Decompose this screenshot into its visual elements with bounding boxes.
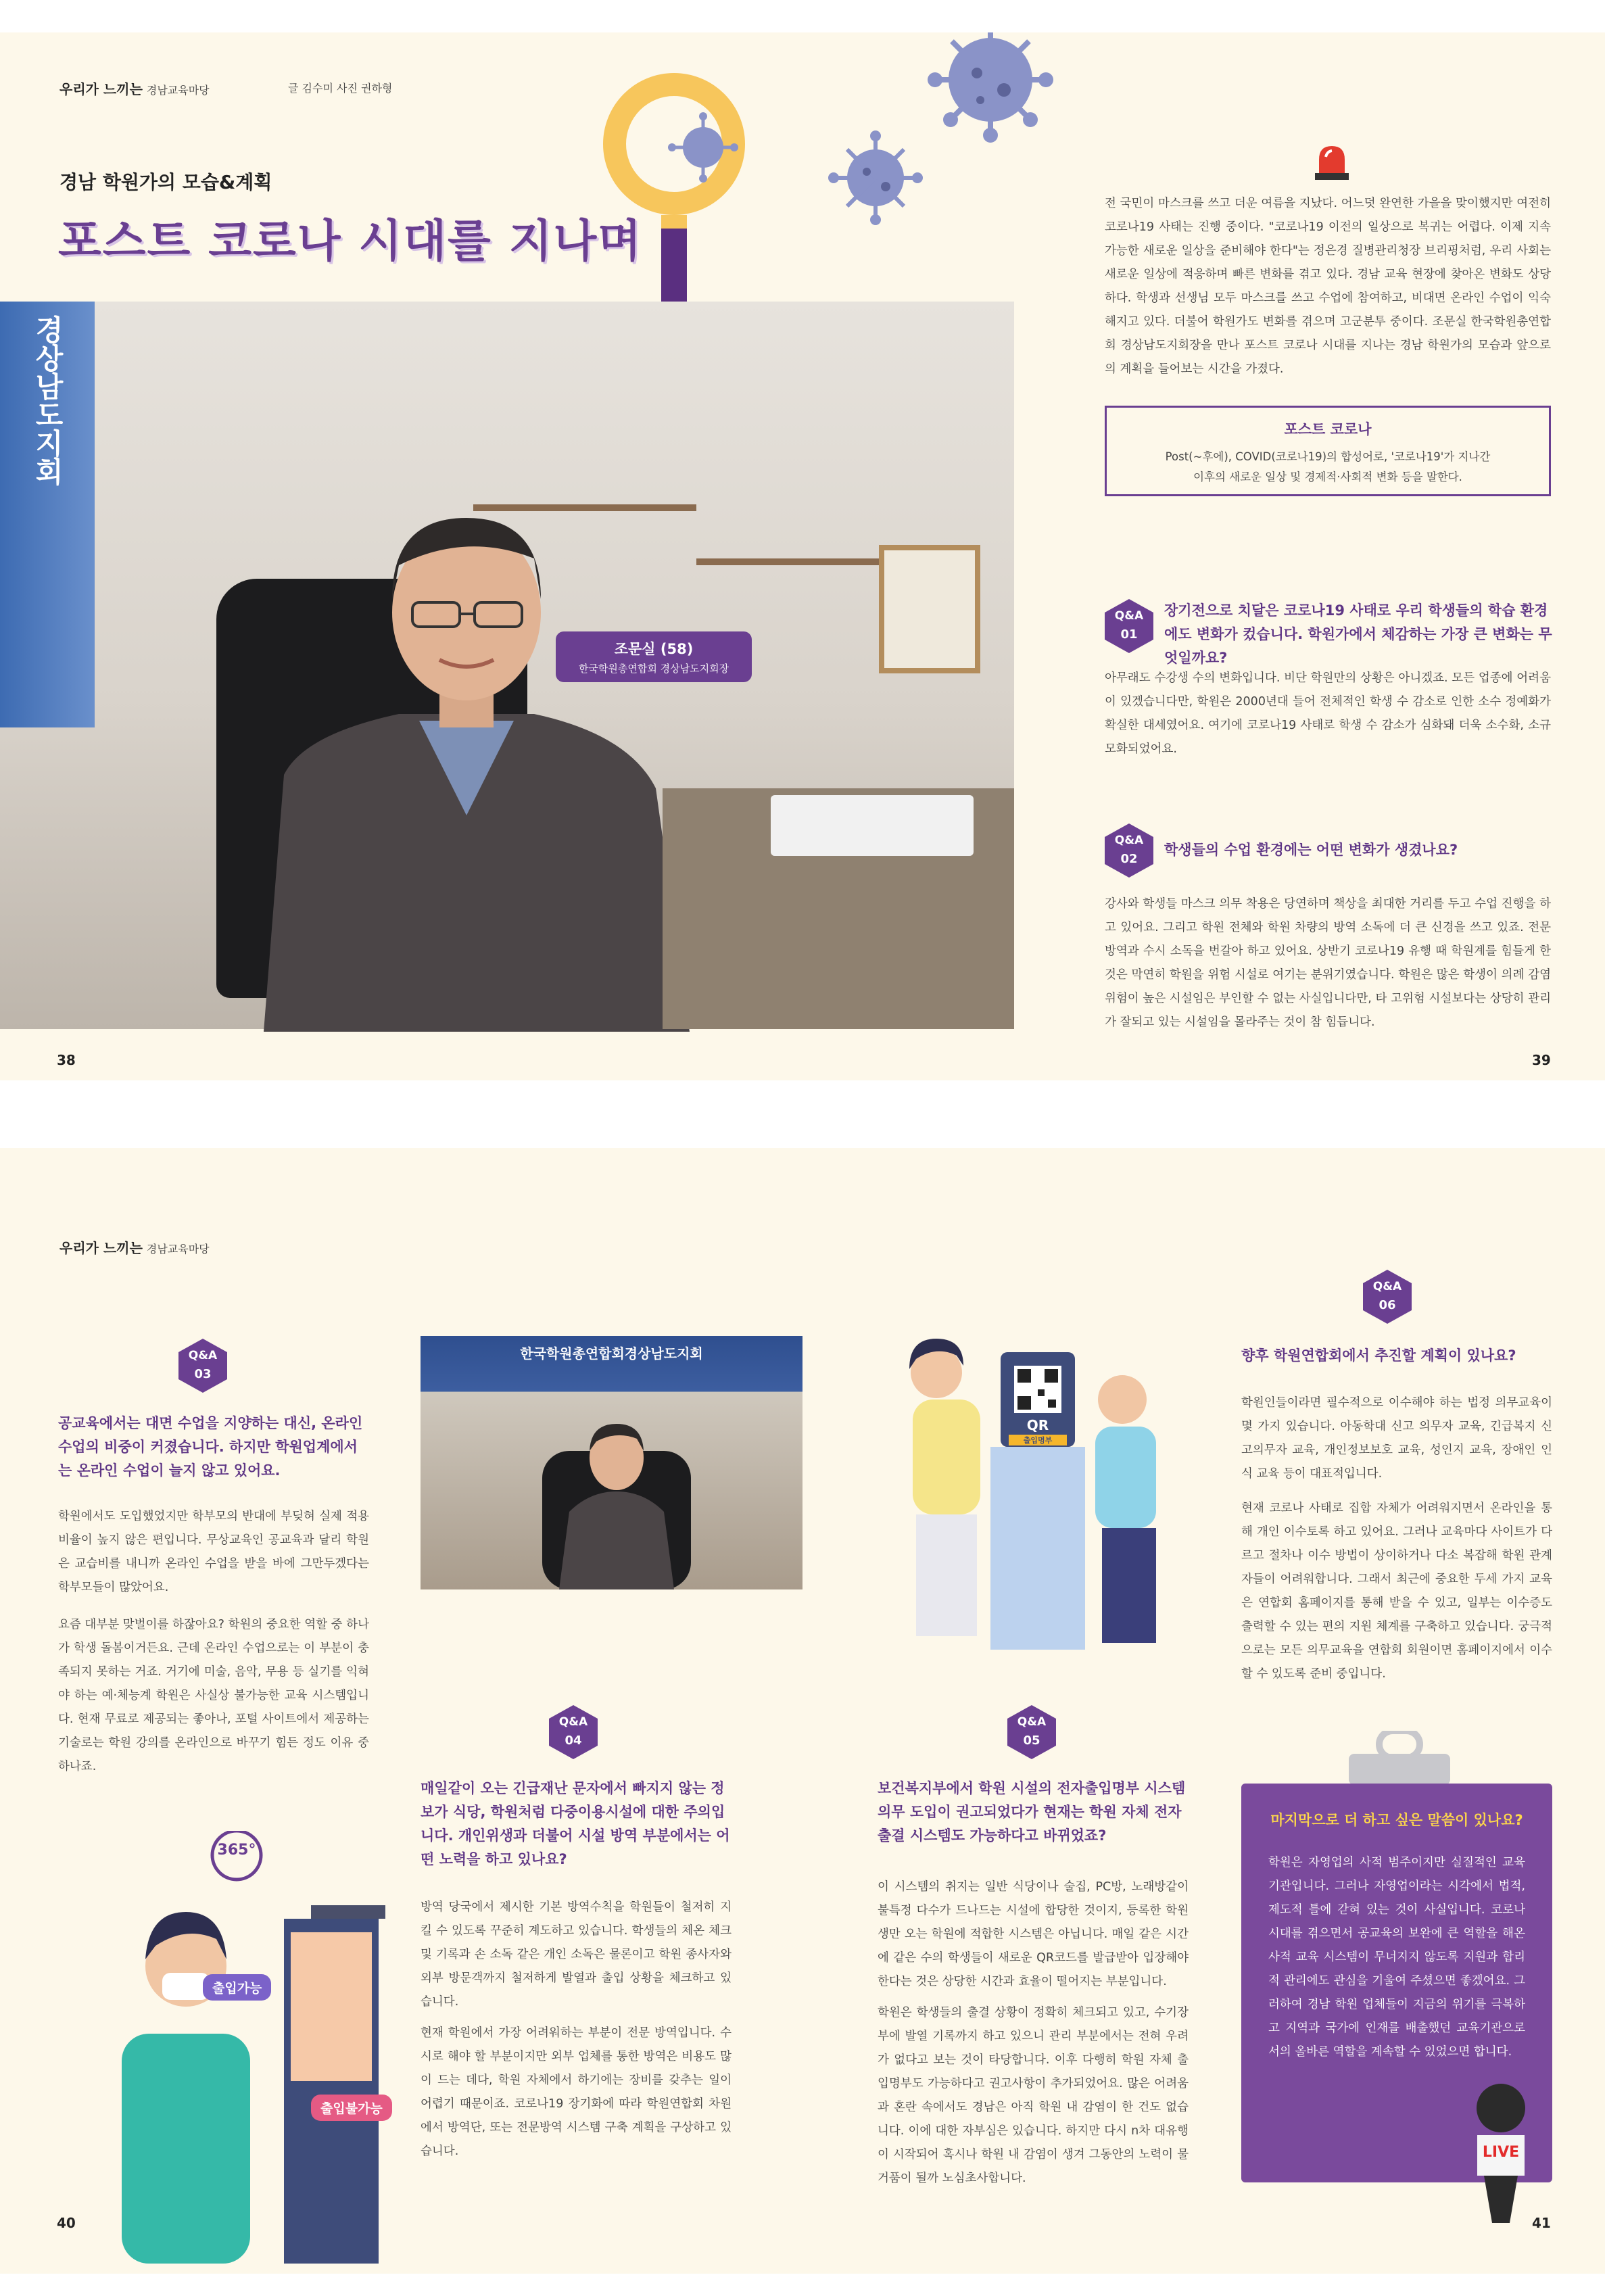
- answer-05-part-1: 이 시스템의 취지는 일반 식당이나 술집, PC방, 노래방같이 불특정 다수가 드나드는 시설에 합당한 것이지, 등록한 학원생만 오는 학원에 적합한 시스템은 아닙니다. 매일 같은 시간에 같은 수의 학생들이 새로운 QR코드를 발급받아 입장해야 한다는 것은 상당한 시간과 효율이 떨어지는 부분입니다.: [878, 1880, 1189, 1988]
- page-number-left: 40: [57, 2215, 76, 2231]
- question-05: 보건복지부에서 학원 시설의 전자출입명부 시스템 의무 도입이 권고되었다가 현재는 학원 자체 전자출결 시스템도 가능하다고 바뀌었죠?: [878, 1780, 1186, 1844]
- closing-answer: 학원은 자영업의 사적 범주이지만 실질적인 교육기관입니다. 그러나 자영업이라는 시각에서 법적, 제도적 틀에 갇혀 있는 것이 사실입니다. 코로나 시대를 겪으면서 공교육의 보완에 큰 역할을 해온 사적 교육 시스템이 무너지지 않도록 지원과 합리적 관리에도 관심을 기울여 주셨으면 좋겠어요. 그러하여 경남 학원 업체들이 지금의 위기를 극복하고 지역과 국가에 인재를 배출했던 교육기관으로서의 올바른 역할을 계속할 수 있었으면 합니다.: [1268, 1856, 1525, 2059]
- magnifier-icon: [595, 59, 757, 343]
- question-06: 향후 학원연합회에서 추진할 계획이 있나요?: [1241, 1347, 1516, 1364]
- page-number-right: 41: [1532, 2215, 1551, 2231]
- virus-icon: [666, 110, 740, 185]
- framed-certificate: [879, 545, 980, 673]
- qa-badge-06: [1363, 1270, 1412, 1324]
- siren-icon: [1314, 142, 1350, 181]
- interviewee-figure: [223, 437, 710, 1032]
- qa-badge-01: [1105, 599, 1153, 653]
- kicker-text: 우리가 느끼는: [59, 81, 143, 97]
- temperature-kiosk-illustration: [108, 1831, 419, 2264]
- answer-06-part-2: 현재 코로나 사태로 집합 자체가 어려워지면서 온라인을 통해 개인 이수토록 하고 있어요. 그러나 교육마다 사이트가 다르고 절차나 이수 방법이 상이하거나 다소 복잡해 학원 관계자들이 어려워합니다. 그래서 최근에 중요한 두세 가지 교육은 연합회 홈페이지를 통해 받을 수 있고, 일부는 이수증도 출력할 수 있는 편의 지원 체계를 구축하고 있습니다. 궁극적으로는 모든 의무교육을 연합회 회원이면 홈페이지에서 이수할 수 있도록 준비 중입니다.: [1241, 1502, 1552, 1681]
- entry-allowed-tag: 출입가능: [203, 1974, 271, 2001]
- caption-role: 한국학원총연합회 경상남도지회장: [578, 663, 729, 675]
- definition-line-1: Post(~후에), COVID(코로나19)의 합성어로, '코로나19'가 지나간: [1165, 450, 1491, 463]
- entry-denied-tag: 출입불가능: [311, 2095, 392, 2121]
- answer-04-part-2: 현재 학원에서 가장 어려워하는 부분이 전문 방역입니다. 수시로 해야 할 부분이지만 외부 업체를 통한 방역은 비용도 많이 드는 데다, 학원 자체에서 하기에는 장비를 갖추는 일이 어렵기 때문이죠. 코로나19 장기화에 따라 학원연합회 차원에서 방역단, 또는 전문방역 시스템 구축 계획을 구상하고 있습니다.: [421, 2026, 732, 2158]
- answer-01: 아무래도 수강생 수의 변화입니다. 비단 학원만의 상황은 아니겠죠. 모든 업종에 어려움이 있겠습니다만, 학원은 2000년대 들어 전체적인 학생 수 감소로 인한 소수 정예화가 확실한 대세였어요. 여기에 코로나19 사태로 학생 수 감소가 심화돼 더욱 소수화, 소규모화되었어요.: [1105, 671, 1551, 756]
- definition-line-2: 이후의 새로운 일상 및 경제적·사회적 변화 등을 말한다.: [1193, 471, 1462, 483]
- qa-label: Q&A: [1017, 1715, 1047, 1729]
- qa-number: 05: [1023, 1733, 1040, 1748]
- kicker-sub: 경남교육마당: [146, 1243, 210, 1255]
- kicker-text: 우리가 느끼는: [59, 1240, 143, 1256]
- question-01: 장기전으로 치달은 코로나19 사태로 우리 학생들의 학습 환경에도 변화가 컸습니다. 학원가에서 체감하는 가장 큰 변화는 무엇일까요?: [1164, 602, 1552, 666]
- page-number-left: 38: [57, 1052, 76, 1068]
- window-banner: [0, 302, 95, 727]
- qa-label: Q&A: [1372, 1280, 1402, 1293]
- qa-label: Q&A: [1114, 609, 1144, 623]
- keyboard: [771, 795, 974, 856]
- answer-06-part-1: 학원인들이라면 필수적으로 이수해야 하는 법정 의무교육이 몇 가지 있습니다. 아동학대 신고 의무자 교육, 긴급복지 신고의무자 교육, 개인정보보호 교육, 성인지 교육, 장애인 인식 교육 등이 대표적입니다.: [1241, 1396, 1552, 1481]
- interviewee-figure: [542, 1397, 691, 1589]
- microphone-icon: [1470, 2081, 1531, 2223]
- clipboard-clip-icon: [1349, 1731, 1450, 1785]
- virus-icon: [906, 32, 1075, 154]
- live-label: LIVE: [1482, 2144, 1520, 2161]
- qa-label: Q&A: [188, 1349, 218, 1362]
- qa-number: 01: [1120, 627, 1138, 642]
- interview-photo-2: [421, 1336, 802, 1589]
- byline-credit: 글 김수미 사진 권하형: [288, 82, 393, 95]
- section-kicker: [59, 78, 210, 98]
- spread-pages-40-41: [0, 1148, 1605, 2274]
- spread-pages-38-39: [0, 32, 1605, 1080]
- page-number-right: 39: [1532, 1052, 1551, 1068]
- virus-icon: [825, 127, 926, 229]
- photo-sign-text: 한국학원총연합회경상남도지회: [520, 1345, 703, 1362]
- answer-04-part-1: 방역 당국에서 제시한 기본 방역수칙을 학원들이 철저히 지킬 수 있도록 꾸준히 계도하고 있습니다. 학생들의 체온 체크 및 기록과 손 소독 같은 개인 소독은 물론이고 학원 종사자와 외부 방문객까지 철저하게 발열과 출입 상황을 체크하고 있습니다.: [421, 1900, 732, 2009]
- photo-caption-callout: [556, 631, 752, 682]
- qa-label: Q&A: [558, 1715, 588, 1729]
- qr-subtitle: 출입명부: [1009, 1435, 1067, 1445]
- definition-heading: 포스트 코로나: [1284, 421, 1372, 437]
- qr-entry-illustration: [872, 1325, 1183, 1663]
- caption-name: 조문실 (58): [614, 641, 694, 657]
- closing-question: 마지막으로 더 하고 싶은 말씀이 있나요?: [1270, 1812, 1523, 1828]
- kicker-sub: 경남교육마당: [146, 84, 210, 97]
- question-04: 매일같이 오는 긴급재난 문자에서 빠지지 않는 정보가 식당, 학원처럼 다중이용시설에 대한 주의입니다. 개인위생과 더불어 시설 방역 부분에서는 어떤 노력을 하고 있나요?: [421, 1780, 730, 1867]
- answer-03-part-1: 학원에서도 도입했었지만 학부모의 반대에 부딪혀 실제 적용 비율이 높지 않은 편입니다. 무상교육인 공교육과 달리 학원은 교습비를 내니까 온라인 수업을 받을 바에 그만두겠다는 학부모들이 많았어요.: [58, 1510, 369, 1594]
- qa-badge-02: [1105, 823, 1153, 878]
- article-subtitle: 경남 학원가의 모습&계획: [59, 171, 272, 193]
- qr-title: QR: [1026, 1417, 1049, 1433]
- qa-number: 02: [1120, 852, 1138, 866]
- qa-number: 06: [1379, 1298, 1396, 1312]
- question-02: 학생들의 수업 환경에는 어떤 변화가 생겼나요?: [1164, 842, 1458, 858]
- article-title: 포스트 코로나 시대를 지나며: [58, 215, 643, 267]
- qa-number: 03: [194, 1367, 212, 1381]
- answer-03-part-2: 요즘 대부분 맞벌이를 하잖아요? 학원의 중요한 역할 중 하나가 학생 돌봄이거든요. 근데 온라인 수업으로는 이 부분이 충족되지 못하는 거죠. 거기에 미술, 음악, 무용 등 실기를 익혀야 하는 예·체능계 학원은 사실상 불가능한 교육 시스템입니다. 현재 무료로 제공되는 좋아나, 포털 사이트에서 제공하는 기술로는 학원 강의를 온라인으로 바꾸기 힘든 정도 이유 중 하나죠.: [58, 1618, 369, 1773]
- answer-02: 강사와 학생들 마스크 의무 착용은 당연하며 책상을 최대한 거리를 두고 수업 진행을 하고 있어요. 그리고 학원 전체와 학원 차량의 방역 소독에 더 큰 신경을 쓰고 있죠. 전문 방역과 수시 소독을 번갈아 하고 있어요. 상반기 코로나19 유행 때 학원계를 힘들게 한 것은 막연히 학원을 위험 시설로 여기는 분위기였습니다. 학원은 많은 학생이 의례 감염 위험이 높은 시설임은 부인할 수 없는 사실입니다만, 타 고위험 시설보다는 상당히 관리가 잘되고 있는 시설임을 몰라주는 것이 참 힘듭니다.: [1105, 897, 1551, 1029]
- photo-sign-text: 경상남도지회: [31, 315, 64, 485]
- intro-paragraph: 전 국민이 마스크를 쓰고 더운 여름을 지났다. 어느덧 완연한 가을을 맞이했지만 여전히 코로나19 사태는 진행 중이다. "코로나19 이전의 일상으로 복귀는 어렵다. 이제 지속 가능한 새로운 일상을 준비해야 한다"는 정은경 질병관리청장 브리핑처럼, 우리 사회는 새로운 일상에 적응하며 빠른 변화를 겪고 있다. 경남 교육 현장에 찾아온 변화도 상당하다. 학생과 선생님 모두 마스크를 쓰고 수업에 참여하고, 비대면 온라인 수업이 익숙해지고 있다. 더불어 학원가도 변화를 겪으며 고군분투 중이다. 조문실 한국학원총연합회 경상남도지회장을 만나 포스트 코로나 시대를 지나는 경남 학원가의 모습과 앞으로의 계획을 들어보는 시간을 가졌다.: [1105, 197, 1551, 376]
- definition-box: [1105, 406, 1551, 496]
- qa-badge-05: [1007, 1705, 1056, 1759]
- qa-badge-03: [178, 1339, 227, 1393]
- interview-photo: [0, 302, 1014, 1029]
- degree-badge: 365°: [217, 1842, 256, 1859]
- answer-05-part-2: 학원은 학생들의 출결 상황이 정확히 체크되고 있고, 수기장부에 발열 기록까지 하고 있으니 관리 부분에서는 전혀 우려가 없다고 보는 것이 타당합니다. 이후 다행히 학원 자체 출입명부도 가능하다고 권고사항이 추가되었어요. 많은 어려움과 혼란 속에서도 경남은 아직 학원 내 감염이 한 건도 없습니다. 이에 대한 자부심은 있습니다. 하지만 다시 n차 대유행이 시작되어 혹시나 학원 내 감염이 생겨 그동안의 노력이 물거품이 될까 노심초사합니다.: [878, 2006, 1189, 2185]
- qa-number: 04: [565, 1733, 582, 1748]
- qr-code-icon: [1009, 1417, 1067, 1445]
- qa-badge-04: [549, 1705, 598, 1759]
- question-03: 공교육에서는 대면 수업을 지양하는 대신, 온라인 수업의 비중이 커졌습니다. 하지만 학원업계에서는 온라인 수업이 늘지 않고 있어요.: [58, 1415, 363, 1479]
- section-kicker: [59, 1237, 210, 1257]
- qa-label: Q&A: [1114, 834, 1144, 847]
